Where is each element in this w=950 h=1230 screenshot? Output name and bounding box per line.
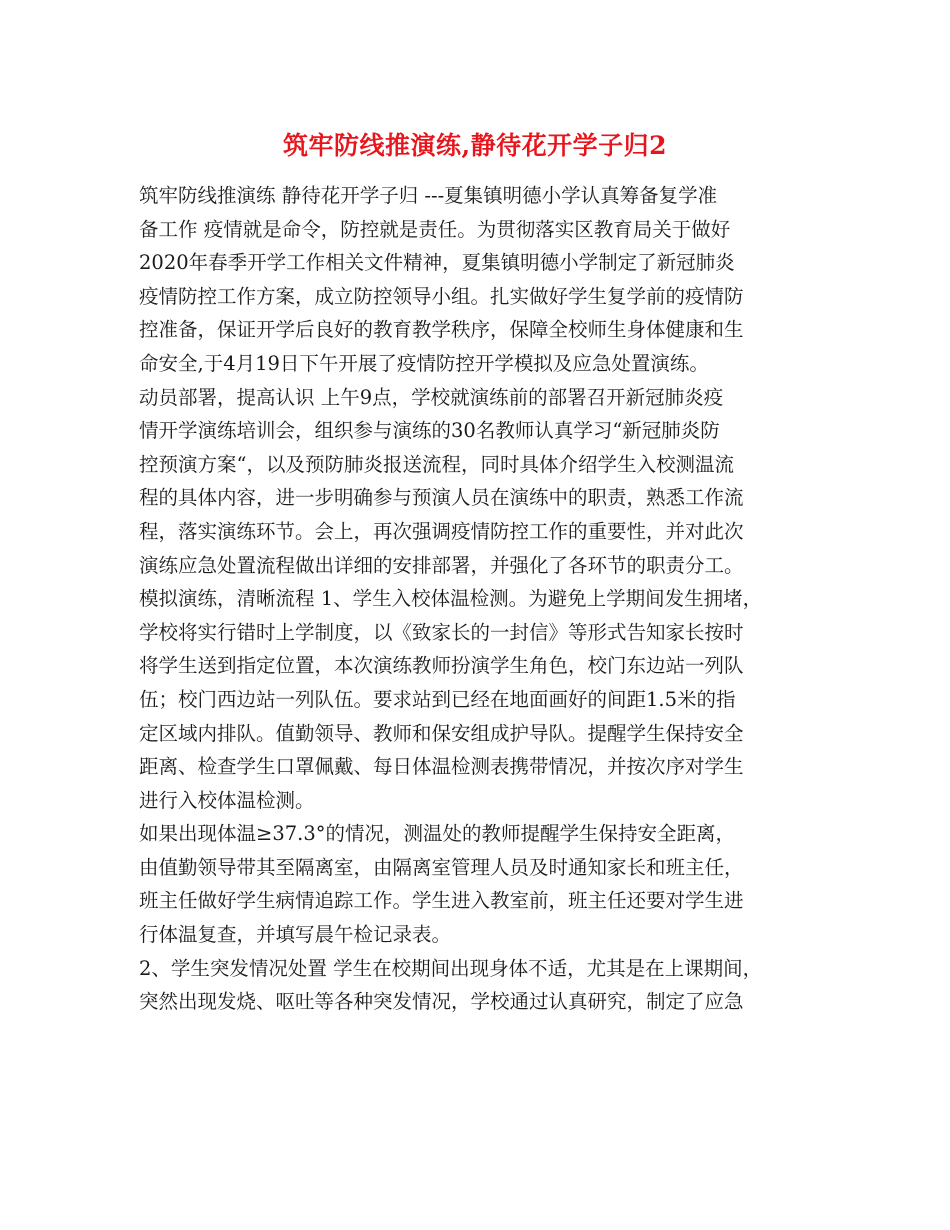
body-line: 程的具体内容，进一步明确参与预演人员在演练中的职责，熟悉工作流 [139, 486, 744, 510]
document-body [139, 179, 829, 1019]
document-title: 筑牢防线推演练,静待花开学子归2 [282, 131, 668, 160]
body-line: 将学生送到指定位置，本次演练教师扮演学生角色，校门东边站一列队 [139, 654, 744, 678]
body-line: 班主任做好学生病情追踪工作。学生进入教室前，班主任还要对学生进 [139, 889, 744, 913]
body-line: 筑牢防线推演练 静待花开学子归 ---夏集镇明德小学认真筹备复学准 [139, 184, 718, 207]
body-line: 如果出现体温≥37.3°的情况，测温处的教师提醒学生保持安全距离， [139, 822, 736, 846]
body-line: 伍；校门西边站一列队伍。要求站到已经在地面画好的间距1.5米的指 [139, 687, 736, 711]
body-line: 模拟演练，清晰流程 1、学生入校体温检测。为避免上学期间发生拥堵， [139, 587, 763, 611]
body-line: 动员部署，提高认识 上午9点，学校就演练前的部署召开新冠肺炎疫 [139, 385, 724, 409]
body-line: 程，落实演练环节。会上，再次强调疫情防控工作的重要性，并对此次 [139, 519, 744, 543]
body-line: 由值勤领导带其至隔离室，由隔离室管理人员及时通知家长和班主任， [139, 855, 744, 879]
body-line: 2、学生突发情况处置 学生在校期间出现身体不适，尤其是在上课期间， [139, 956, 763, 980]
body-line: 突然出现发烧、呕吐等各种突发情况，学校通过认真研究，制定了应急 [139, 990, 744, 1014]
body-line: 定区域内排队。值勤领导、教师和保安组成护导队。提醒学生保持安全 [139, 721, 744, 745]
body-line: 距离、检查学生口罩佩戴、每日体温检测表携带情况，并按次序对学生 [139, 755, 744, 779]
body-line: 控准备，保证开学后良好的教育教学秩序，保障全校师生身体健康和生 [139, 318, 744, 342]
body-line: 2020年春季开学工作相关文件精神，夏集镇明德小学制定了新冠肺炎 [139, 251, 735, 275]
body-line: 演练应急处置流程做出详细的安排部署，并强化了各环节的职责分工。 [139, 553, 744, 577]
body-line: 命安全,于4月19日下午开展了疫情防控开学模拟及应急处置演练。 [139, 351, 709, 375]
body-line: 学校将实行错时上学制度，以《致家长的一封信》等形式告知家长按时 [139, 620, 744, 644]
body-line: 疫情防控工作方案，成立防控领导小组。扎实做好学生复学前的疫情防 [139, 284, 744, 308]
body-line: 控预演方案“，以及预防肺炎报送流程，同时具体介绍学生入校测温流 [139, 452, 734, 476]
body-line: 进行入校体温检测。 [139, 788, 315, 812]
body-line: 备工作 疫情就是命令，防控就是责任。为贯彻落实区教育局关于做好 [139, 217, 731, 241]
body-line: 行体温复查，并填写晨午检记录表。 [139, 923, 452, 947]
body-line: 情开学演练培训会，组织参与演练的30名教师认真学习“新冠肺炎防 [139, 419, 720, 443]
